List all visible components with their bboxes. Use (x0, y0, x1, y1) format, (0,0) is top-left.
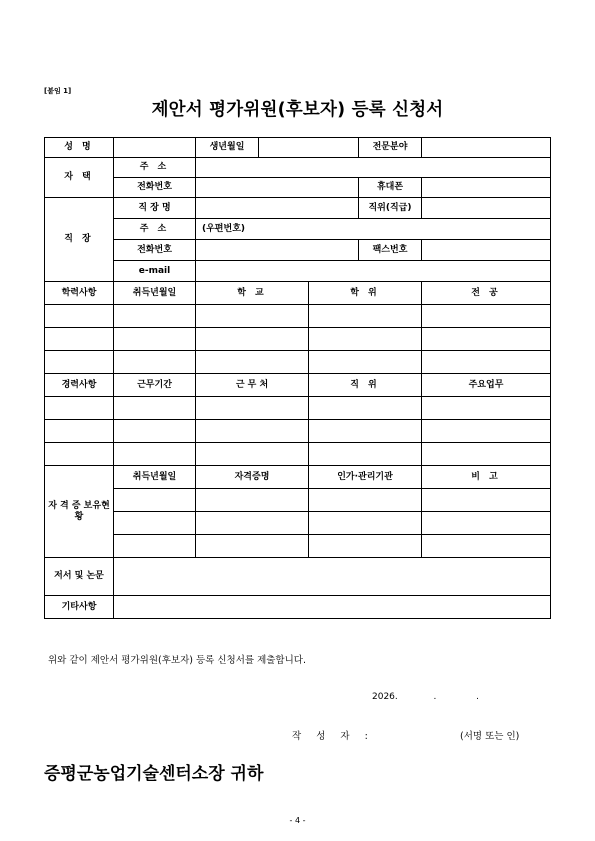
certificate-header-remarks: 비 고 (422, 466, 551, 489)
publications-row (45, 558, 551, 596)
home-phone-label: 전화번호 (114, 178, 196, 198)
career-header-position: 직 위 (309, 374, 422, 397)
others-row (45, 596, 551, 619)
signer-line (292, 728, 374, 742)
education-header-school: 학 교 (196, 282, 309, 305)
career-header-workplace: 근 무 처 (196, 374, 309, 397)
work-address-label: 주 소 (114, 219, 196, 240)
name-label: 성 명 (45, 138, 114, 158)
home-address-label: 주 소 (114, 158, 196, 178)
birth-field[interactable] (259, 138, 359, 158)
email-row (45, 261, 551, 282)
mobile-field[interactable] (422, 178, 551, 198)
education-header-major: 전 공 (422, 282, 551, 305)
home-phone-field[interactable] (196, 178, 359, 198)
home-section-label: 자 택 (45, 158, 114, 198)
others-field[interactable] (114, 596, 551, 619)
mobile-label: 휴대폰 (359, 178, 422, 198)
education-section-label: 학력사항 (45, 282, 114, 305)
publications-label: 저서 및 논문 (45, 558, 114, 596)
pledge-text: 위와 같이 제안서 평가위원(후보자) 등록 신청서를 제출합니다. (48, 655, 306, 666)
position-label: 직위(직급) (359, 198, 422, 219)
home-address-field[interactable] (196, 158, 551, 178)
education-header-degree: 학 위 (309, 282, 422, 305)
career-entry-row (45, 420, 551, 443)
email-field[interactable] (196, 261, 551, 282)
seal-note: (서명 또는 인) (460, 731, 520, 742)
career-entry-row (45, 443, 551, 466)
addressee: 증평군농업기술센터소장 귀하 (44, 764, 264, 784)
date-month: . (433, 692, 437, 702)
work-phone-label: 전화번호 (114, 240, 196, 261)
attachment-label: [붙임 1] (44, 87, 72, 95)
specialty-field[interactable] (422, 138, 551, 158)
education-header-row (45, 282, 551, 305)
career-header-row (45, 374, 551, 397)
work-section-label: 직 장 (45, 198, 114, 282)
application-form-table (44, 137, 551, 619)
email-label: e-mail (114, 261, 196, 282)
work-phone-row (45, 240, 551, 261)
fax-field[interactable] (422, 240, 551, 261)
certificate-header-name: 자격증명 (196, 466, 309, 489)
certificate-header-authority: 인가·관리기관 (309, 466, 422, 489)
career-entry-row (45, 397, 551, 420)
work-address-row (45, 219, 551, 240)
name-row (45, 138, 551, 158)
company-row (45, 198, 551, 219)
certificate-entry-row (45, 489, 551, 512)
name-field[interactable] (114, 138, 196, 158)
page-number: - 4 - (289, 816, 306, 825)
education-entry-row (45, 351, 551, 374)
certificate-entry-row (45, 512, 551, 535)
others-label: 기타사항 (45, 596, 114, 619)
education-entry-row (45, 328, 551, 351)
career-header-duties: 주요업무 (422, 374, 551, 397)
certificate-header-row (45, 466, 551, 489)
company-label: 직 장 명 (114, 198, 196, 219)
date-day: . (476, 692, 480, 702)
education-entry-row (45, 305, 551, 328)
career-header-period: 근무기간 (114, 374, 196, 397)
position-field[interactable] (422, 198, 551, 219)
education-header-date: 취득년월일 (114, 282, 196, 305)
work-address-field[interactable]: (우편번호) (196, 219, 551, 240)
company-field[interactable] (196, 198, 359, 219)
signer-label: 작 성 자 : (292, 731, 374, 742)
work-phone-field[interactable] (196, 240, 359, 261)
certificate-entry-row (45, 535, 551, 558)
date-year: 2026. (372, 692, 398, 702)
publications-field[interactable] (114, 558, 551, 596)
submission-date (372, 692, 479, 702)
specialty-label: 전문분야 (359, 138, 422, 158)
form-title: 제안서 평가위원(후보자) 등록 신청서 (151, 100, 444, 120)
home-address-row (45, 158, 551, 178)
home-phone-row (45, 178, 551, 198)
birth-label: 생년월일 (196, 138, 259, 158)
certificate-header-date: 취득년월일 (114, 466, 196, 489)
career-section-label: 경력사항 (45, 374, 114, 397)
certificate-section-label: 자 격 증 보유현황 (45, 466, 114, 558)
fax-label: 팩스번호 (359, 240, 422, 261)
